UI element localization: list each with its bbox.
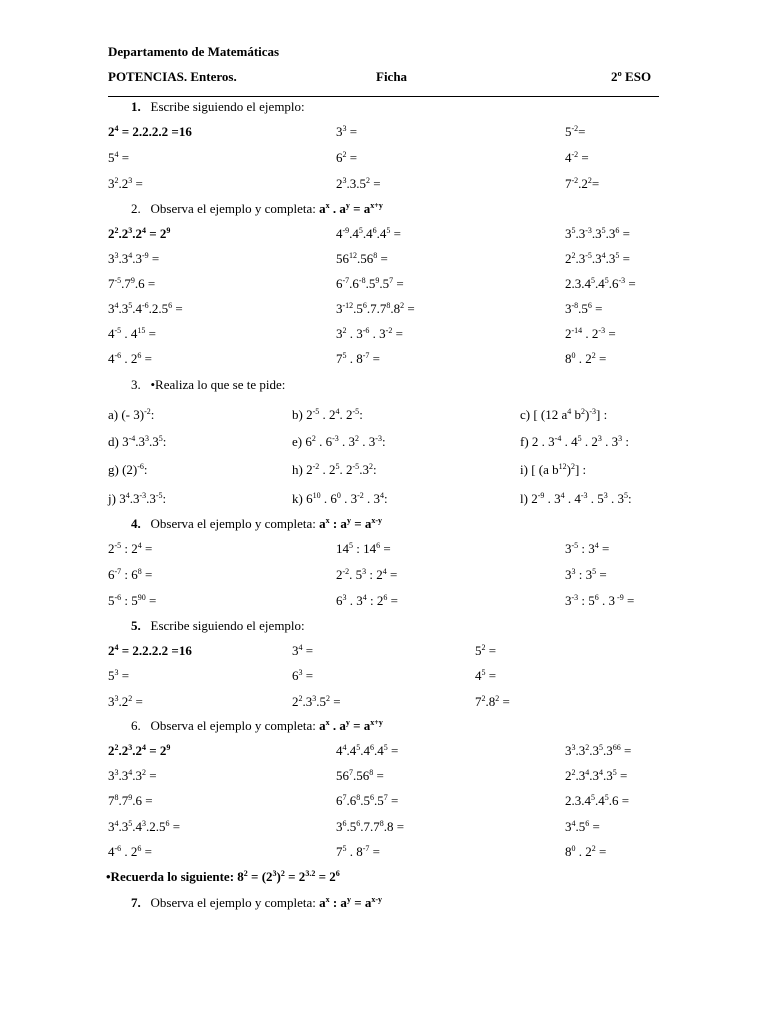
section-4-title bbox=[131, 516, 382, 532]
exercise-item: k) $6^{10}$ . $6^0$ . $3^{-2}$ . $3^4$: bbox=[292, 491, 388, 506]
section-instruction: Observa el ejemplo y completa: $a^x$ : $a^y = a^{x-y}$ bbox=[150, 516, 383, 531]
department-title: Departamento de Matemáticas bbox=[108, 44, 280, 59]
exercise-item: $4^{-6}$ . $2^6$ = bbox=[108, 844, 153, 859]
exercise-item: $14^5$ : $14^6$ = bbox=[336, 541, 391, 556]
section-instruction: •Realiza lo que se te pide: bbox=[150, 377, 286, 392]
exercise-item: g) $(2)^{-6}$: bbox=[108, 462, 148, 477]
exercise-item: $4^{-5}$ . $4^{15}$ = bbox=[108, 326, 157, 341]
exercise-item: l) $2^{-9}$ . $3^4$ . $4^{-3}$ . $5^3$ . $3^5$: bbox=[520, 491, 632, 506]
exercise-item: $4^{-2}$ = bbox=[565, 150, 589, 165]
exercise-item: $4^{-6}$ . $2^6$ = bbox=[108, 351, 153, 366]
exercise-item: $3^6.5^6.7.7^8.8$ = bbox=[336, 819, 405, 834]
exercise-item: $2^4 = 2.2.2.2 =16$ bbox=[108, 124, 192, 139]
exercise-item: $6^7.6^8.5^6.5^7$ = bbox=[336, 793, 399, 808]
exercise-item: $2^{-2}$. $5^3$ : $2^4$ = bbox=[336, 567, 398, 582]
section-7-text: Observa el ejemplo y completa: $a^x$ : $a^y = a^{x-y}$ bbox=[150, 895, 383, 910]
exercise-item: $3^2.2^3$ = bbox=[108, 176, 143, 191]
exercise-item: $4^4.4^5.4^6.4^5$ = bbox=[336, 743, 399, 758]
section-2-title bbox=[131, 201, 383, 217]
exercise-item: $7^{-2}.2^2=$ bbox=[565, 176, 600, 191]
recuerda-note: •Recuerda lo siguiente: $8^2 = (2^3)^2 = 2^{3.2} = 2^6$ bbox=[106, 869, 340, 884]
exercise-item: $2^{-14}$ . $2^{-3}$ = bbox=[565, 326, 616, 341]
exercise-item: $2^2.3^{-5}.3^4.3^5$ = bbox=[565, 251, 631, 266]
exercise-item: $3^3.3^4.3^{-9}$ = bbox=[108, 251, 160, 266]
section-number: 1. bbox=[131, 99, 141, 114]
exercise-item: $3^4$ = bbox=[292, 643, 314, 658]
exercise-item: h) $2^{-2}$ . $2^5$. $2^{-5}.3^2$: bbox=[292, 462, 377, 477]
section-instruction: Observa el ejemplo y completa: $a^x$ . $a^y = a^{x+y}$ bbox=[150, 718, 383, 733]
exercise-item: a) (- 3)$^{-2}$: bbox=[108, 407, 155, 422]
exercise-item: $4^{-9}.4^5.4^6.4^5$ = bbox=[336, 226, 402, 241]
section-7-number: 7. bbox=[131, 895, 141, 910]
exercise-item: $3^2$ . $3^{-6}$ . $3^{-2}$ = bbox=[336, 326, 403, 341]
exercise-item: $2.3.4^5.4^5.6^{-3}$ = bbox=[565, 276, 636, 291]
exercise-item: $3^3$ : $3^5$ = bbox=[565, 567, 607, 582]
exercise-item: $2^2.3^3.5^2$ = bbox=[292, 694, 341, 709]
section-number: 3. bbox=[131, 377, 141, 392]
exercise-item: $7^5$ . $8^{-7}$ = bbox=[336, 351, 381, 366]
exercise-item: $5^4$ = bbox=[108, 150, 130, 165]
exercise-item: $5^2$ = bbox=[475, 643, 497, 658]
exercise-item: $2.3.4^5.4^5.6$ = bbox=[565, 793, 630, 808]
exercise-item: $3^3.3^2.3^5.3^{66}$ = bbox=[565, 743, 632, 758]
section-number: 2. bbox=[131, 201, 141, 216]
exercise-item: c) [ (12 $a^4$ $b^2)^{-3}$] : bbox=[520, 407, 608, 422]
exercise-item: $3^4.3^5.4^3.2.5^6$ = bbox=[108, 819, 181, 834]
section-7-title bbox=[131, 895, 382, 911]
topic-title: POTENCIAS. Enteros. bbox=[108, 69, 237, 84]
exercise-item: $2^2.2^3.2^4 = 2^9$ bbox=[108, 743, 171, 758]
section-6-title bbox=[131, 718, 383, 734]
exercise-item: $6^{-7}$ : $6^8$ = bbox=[108, 567, 153, 582]
exercise-item: $7^2.8^2$ = bbox=[475, 694, 510, 709]
exercise-item: $6^3$ . $3^4$ : $2^6$ = bbox=[336, 593, 398, 608]
section-instruction: Escribe siguiendo el ejemplo: bbox=[150, 99, 305, 114]
exercise-item: d) $3^{-4}.3^3.3^5$: bbox=[108, 434, 167, 449]
exercise-item: $6^2$ = bbox=[336, 150, 358, 165]
exercise-item: $8^0$ . $2^2$ = bbox=[565, 844, 607, 859]
section-instruction: Escribe siguiendo el ejemplo: bbox=[150, 618, 305, 633]
exercise-item: $6^{-7}.6^{-8}.5^9.5^7$ = bbox=[336, 276, 404, 291]
exercise-item: $2^4 = 2.2.2.2 =16$ bbox=[108, 643, 192, 658]
exercise-item: $3^{-12}.5^6.7.7^8.8^2$ = bbox=[336, 301, 415, 316]
exercise-item: $56^7.56^8$ = bbox=[336, 768, 384, 783]
exercise-item: $7^{-5}.7^9.6$ = bbox=[108, 276, 156, 291]
sheet-label: Ficha bbox=[376, 69, 408, 84]
exercise-item: $3^4.3^5.4^{-6}.2.5^6$ = bbox=[108, 301, 183, 316]
exercise-item: $5^{-2}=$ bbox=[565, 124, 586, 139]
section-instruction: Observa el ejemplo y completa: $a^x$ . $a^y = a^{x+y}$ bbox=[150, 201, 383, 216]
exercise-item: $3^3.3^4.3^2$ = bbox=[108, 768, 157, 783]
exercise-item: f) 2 . $3^{-4}$ . $4^5$ . $2^3$ . $3^3$ : bbox=[520, 434, 629, 449]
exercise-item: $6^3$ = bbox=[292, 668, 314, 683]
exercise-item: $3^4.5^6$ = bbox=[565, 819, 600, 834]
exercise-item: e) $6^2$ . $6^{-3}$ . $3^2$ . $3^{-3}$: bbox=[292, 434, 386, 449]
exercise-item: $8^0$ . $2^2$ = bbox=[565, 351, 607, 366]
exercise-item: $5^3$ = bbox=[108, 668, 130, 683]
exercise-item: $56^{12}.56^8$ = bbox=[336, 251, 388, 266]
exercise-item: $2^2.2^3.2^4 = 2^9$ bbox=[108, 226, 171, 241]
exercise-item: i) [ (a $b^{12})^2$] : bbox=[520, 462, 587, 477]
exercise-item: $3^3.2^2$ = bbox=[108, 694, 143, 709]
exercise-item: $2^2.3^4.3^4.3^5$ = bbox=[565, 768, 628, 783]
exercise-item: $4^5$ = bbox=[475, 668, 497, 683]
exercise-item: $7^8.7^9.6$ = bbox=[108, 793, 153, 808]
exercise-item: b) $2^{-5}$ . $2^4$. $2^{-5}$: bbox=[292, 407, 363, 422]
section-5-title bbox=[131, 618, 305, 634]
exercise-item: $2^{-5}$ : $2^4$ = bbox=[108, 541, 153, 556]
exercise-item: $7^5$ . $8^{-7}$ = bbox=[336, 844, 381, 859]
exercise-item: $2^3.3.5^2$ = bbox=[336, 176, 381, 191]
section-number: 4. bbox=[131, 516, 141, 531]
section-number: 6. bbox=[131, 718, 141, 733]
exercise-item: $3^{-5}$ : $3^4$ = bbox=[565, 541, 610, 556]
level-label: 2º ESO bbox=[611, 69, 652, 84]
exercise-item: $5^{-6}$ : $5^{90}$ = bbox=[108, 593, 157, 608]
exercise-item: $3^3$ = bbox=[336, 124, 358, 139]
exercise-item: $3^5.3^{-3}.3^5.3^6$ = bbox=[565, 226, 631, 241]
section-number: 5. bbox=[131, 618, 141, 633]
section-1-title bbox=[131, 99, 305, 115]
exercise-item: $3^{-3}$ : $5^6$ . 3 $^{-9}$ = bbox=[565, 593, 635, 608]
exercise-item: $3^{-8}.5^6$ = bbox=[565, 301, 603, 316]
header-divider bbox=[108, 96, 659, 97]
section-3-title bbox=[131, 377, 285, 393]
exercise-item: j) $3^4.3^{-3}.3^{-5}$: bbox=[108, 491, 167, 506]
